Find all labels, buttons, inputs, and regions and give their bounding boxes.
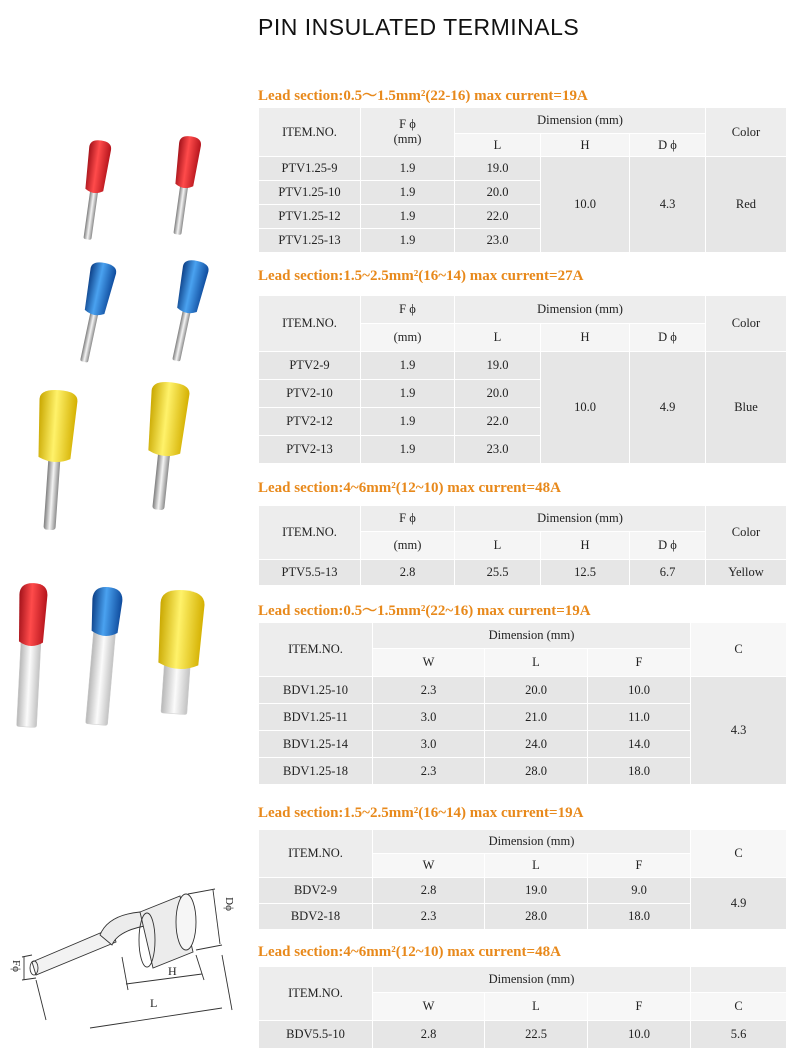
cell-color: Blue (706, 352, 787, 464)
header-color: Color (706, 296, 787, 352)
product-photos (0, 0, 250, 1059)
cell-h: 10.0 (541, 352, 630, 464)
header-dimension: Dimension (mm) (373, 830, 691, 854)
header-l: L (455, 134, 541, 157)
header-d-phi: D ϕ (630, 324, 706, 352)
red-pin-terminal-photo-2 (166, 135, 202, 236)
diagram-label-h: H (168, 964, 177, 978)
cell-f: 9.0 (588, 878, 691, 904)
diagram-label-d: Dϕ (222, 897, 235, 911)
spec-table-ptv-yellow (258, 505, 787, 586)
header-l: L (455, 532, 541, 560)
header-l: L (485, 854, 588, 878)
cell-w: 2.3 (373, 677, 485, 704)
cell-l: 25.5 (455, 560, 541, 586)
header-item-no: ITEM.NO. (259, 108, 361, 157)
header-d-phi: D ϕ (630, 532, 706, 560)
cell-l: 20.0 (455, 181, 541, 205)
header-item-no: ITEM.NO. (259, 506, 361, 560)
cell-item: PTV2-10 (259, 380, 361, 408)
header-item-no: ITEM.NO. (259, 967, 373, 1021)
cell-c: 5.6 (691, 1021, 787, 1049)
cell-item: BDV1.25-10 (259, 677, 373, 704)
cell-l: 24.0 (485, 731, 588, 758)
cell-w: 3.0 (373, 731, 485, 758)
cell-w: 3.0 (373, 704, 485, 731)
header-item-no: ITEM.NO. (259, 623, 373, 677)
red-blade-terminal-photo (13, 582, 48, 727)
header-color: Color (706, 108, 787, 157)
header-w: W (373, 649, 485, 677)
cell-f: 10.0 (588, 677, 691, 704)
header-dimension: Dimension (mm) (455, 108, 706, 134)
header-item-no: ITEM.NO. (259, 830, 373, 878)
cell-f: 1.9 (361, 380, 455, 408)
section-title: Lead section:4~6mm²(12~10) max current=48A (258, 480, 561, 496)
header-h: H (541, 134, 630, 157)
table-row (259, 1021, 787, 1049)
cell-w: 2.8 (373, 878, 485, 904)
table-row (259, 157, 787, 181)
section-title: Lead section:1.5~2.5mm²(16~14) max current=27A (258, 268, 584, 284)
header-c: C (691, 830, 787, 878)
header-f-unit: (mm) (361, 532, 455, 560)
cell-f: 18.0 (588, 904, 691, 930)
section-title: Lead section:4~6mm²(12~10) max current=48A (258, 944, 561, 960)
cell-l: 23.0 (455, 229, 541, 253)
cell-item: PTV2-13 (259, 436, 361, 464)
cell-f: 1.9 (361, 352, 455, 380)
cell-item: PTV1.25-12 (259, 205, 361, 229)
cell-f: 1.9 (361, 408, 455, 436)
cell-f: 18.0 (588, 758, 691, 785)
spec-table-bdv-small (258, 622, 787, 785)
yellow-pin-terminal-photo-2 (139, 380, 190, 511)
cell-f: 1.9 (361, 157, 455, 181)
spec-table-ptv-red (258, 107, 787, 253)
cell-d: 6.7 (630, 560, 706, 586)
header-dimension-blank (691, 967, 787, 993)
blue-blade-terminal-photo (82, 586, 124, 726)
cell-l: 23.0 (455, 436, 541, 464)
cell-item: BDV1.25-11 (259, 704, 373, 731)
header-h: H (541, 324, 630, 352)
cell-f: 1.9 (361, 181, 455, 205)
cell-l: 22.0 (455, 205, 541, 229)
table-row (259, 677, 787, 704)
red-pin-terminal-photo-1 (76, 139, 112, 241)
cell-l: 19.0 (485, 878, 588, 904)
cell-l: 22.5 (485, 1021, 588, 1049)
header-w: W (373, 993, 485, 1021)
cell-item: BDV1.25-18 (259, 758, 373, 785)
cell-item: BDV5.5-10 (259, 1021, 373, 1049)
cell-l: 28.0 (485, 904, 588, 930)
cell-f: 1.9 (361, 229, 455, 253)
header-item-no: ITEM.NO. (259, 296, 361, 352)
section-title: Lead section:1.5~2.5mm²(16~14) max current=19A (258, 805, 584, 821)
cell-d: 4.3 (630, 157, 706, 253)
header-c: C (691, 993, 787, 1021)
cell-item: PTV1.25-13 (259, 229, 361, 253)
cell-item: BDV2-18 (259, 904, 373, 930)
table-row (259, 878, 787, 904)
cell-l: 19.0 (455, 352, 541, 380)
header-c: C (691, 623, 787, 677)
cell-item: BDV2-9 (259, 878, 373, 904)
cell-color: Yellow (706, 560, 787, 586)
header-l: L (485, 649, 588, 677)
header-f: F (588, 993, 691, 1021)
cell-w: 2.3 (373, 758, 485, 785)
header-f-phi: F ϕ (361, 506, 455, 532)
cell-color: Red (706, 157, 787, 253)
cell-d: 4.9 (630, 352, 706, 464)
cell-c: 4.3 (691, 677, 787, 785)
header-f: F (588, 854, 691, 878)
cell-f: 2.8 (361, 560, 455, 586)
section-title: Lead section:0.5～1.5mm²(22-16) max current=19A (258, 88, 588, 104)
diagram-label-f: Fϕ (9, 960, 22, 972)
cell-l: 20.0 (485, 677, 588, 704)
cell-l: 22.0 (455, 408, 541, 436)
header-d-phi: D ϕ (630, 134, 706, 157)
cell-f: 11.0 (588, 704, 691, 731)
cell-c: 4.9 (691, 878, 787, 930)
cell-f: 14.0 (588, 731, 691, 758)
header-dimension: Dimension (mm) (373, 623, 691, 649)
cell-item: PTV2-9 (259, 352, 361, 380)
header-f-phi: F ϕ (mm) (361, 108, 455, 157)
page-title: PIN INSULATED TERMINALS (258, 14, 580, 40)
cell-f: 10.0 (588, 1021, 691, 1049)
header-h: H (541, 532, 630, 560)
pin-terminal-dimension-diagram (22, 889, 232, 1028)
spec-table-ptv-blue (258, 295, 787, 464)
cell-item: PTV1.25-9 (259, 157, 361, 181)
header-dimension: Dimension (mm) (455, 506, 706, 532)
header-color: Color (706, 506, 787, 560)
spec-table-bdv-large (258, 966, 787, 1049)
blue-pin-terminal-photo-1 (71, 260, 117, 364)
cell-h: 10.0 (541, 157, 630, 253)
diagram-label-l: L (150, 996, 158, 1010)
table-row (259, 560, 787, 586)
cell-item: PTV5.5-13 (259, 560, 361, 586)
header-dimension: Dimension (mm) (455, 296, 706, 324)
cell-l: 19.0 (455, 157, 541, 181)
cell-f: 1.9 (361, 436, 455, 464)
header-l: L (485, 993, 588, 1021)
cell-h: 12.5 (541, 560, 630, 586)
header-l: L (455, 324, 541, 352)
header-w: W (373, 854, 485, 878)
header-f-unit: (mm) (361, 324, 455, 352)
table-row (259, 352, 787, 380)
cell-l: 28.0 (485, 758, 588, 785)
header-f: F (588, 649, 691, 677)
cell-item: PTV2-12 (259, 408, 361, 436)
cell-item: BDV1.25-14 (259, 731, 373, 758)
yellow-pin-terminal-photo-1 (30, 389, 78, 531)
spec-table-bdv-medium (258, 829, 787, 930)
header-f-phi: F ϕ (361, 296, 455, 324)
cell-item: PTV1.25-10 (259, 181, 361, 205)
cell-l: 21.0 (485, 704, 588, 731)
cell-f: 1.9 (361, 205, 455, 229)
cell-w: 2.3 (373, 904, 485, 930)
section-title: Lead section:0.5～1.5mm²(22~16) max current=19A (258, 603, 591, 619)
header-dimension: Dimension (mm) (373, 967, 691, 993)
yellow-blade-terminal-photo (153, 589, 206, 716)
cell-l: 20.0 (455, 380, 541, 408)
blue-pin-terminal-photo-2 (163, 258, 210, 363)
cell-w: 2.8 (373, 1021, 485, 1049)
